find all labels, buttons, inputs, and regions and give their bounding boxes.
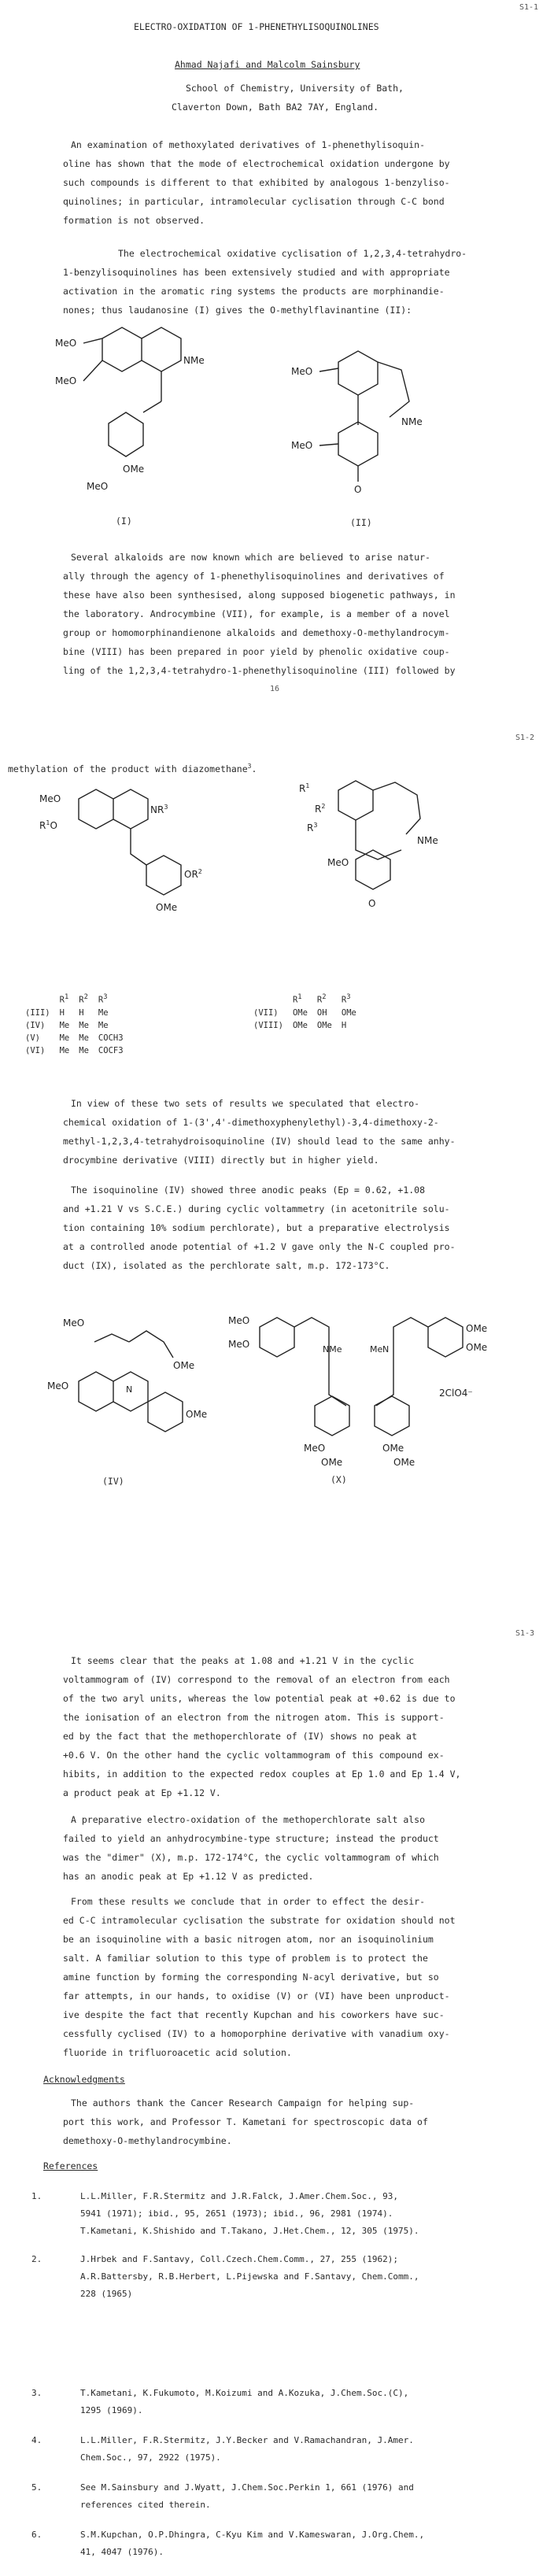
discussion-paragraph: It seems clear that the peaks at 1.08 and +1.21 V in the cyclic voltammogram of (IV) correspond to the removal of an electron from each of the two aryl units, whereas the low potential peak at +0.62 is due to the ionisation of an electron from the nitrogen atom. This is support- ed by the fact that the methoperchlorate of (IV) shows no peak at +0.6 V. On the other hand the cyclic voltammogram of this compound ex- hibits, in addition to the expected redox couples at Ep 1.0 and Ep 1.4 V, a product peak at Ep +1.12 V. bbox=[63, 1655, 461, 1798]
svg-text:MeO: MeO bbox=[228, 1339, 250, 1350]
label-compound-IV: (IV) bbox=[102, 1476, 124, 1487]
reference-item: 6. S.M.Kupchan, O.P.Dhingra, C-Kyu Kim and V.Kameswaran, J.Org.Chem., 41, 4047 (1976). bbox=[31, 2530, 425, 2557]
svg-text:NMe: NMe bbox=[417, 835, 438, 846]
structure-laudanosine bbox=[55, 315, 228, 519]
reference-item: 2. J.Hrbek and F.Santavy, Coll.Czech.Chem.Comm., 27, 255 (1962); A.R.Battersby, R.B.Herbert, L.Pijewska and F.Santavy, Chem.Comm., 228 (1965) bbox=[31, 2254, 419, 2299]
reference-item: 1. L.L.Miller, F.R.Stermitz and J.R.Falck, J.Amer.Chem.Soc., 93, 5941 (1971); ibid., 95, 2651 (1973); ibid., 96, 2981 (1974). T.Kametani, K.Shishido and T.Takano, J.Het.Chem., 12, 305 (1975). bbox=[31, 2191, 419, 2236]
svg-text:O: O bbox=[368, 898, 376, 909]
svg-text:N: N bbox=[382, 1344, 390, 1355]
svg-text:OR2: $OR^2$ bbox=[184, 868, 202, 880]
affiliation-line-1: School of Chemistry, University of Bath, bbox=[186, 83, 404, 94]
svg-text:MeO: MeO bbox=[63, 1318, 85, 1329]
svg-text:OMe: OMe bbox=[186, 1409, 208, 1420]
methoperchlorate-paragraph: A preparative electro-oxidation of the methoperchlorate salt also failed to yield an anhydrocymbine-type structure; instead the product was the "dimer" (X), m.p. 172-174°C, the cyclic voltammogram of which has an anodic peak at Ep +1.12 V as predicted. bbox=[63, 1814, 439, 1882]
svg-text:MeO: MeO bbox=[291, 440, 313, 451]
references-heading: References bbox=[43, 2160, 98, 2171]
svg-text:MeO: MeO bbox=[87, 481, 109, 492]
svg-text:OMe: OMe bbox=[393, 1457, 416, 1468]
svg-text:MeO: MeO bbox=[47, 1380, 69, 1391]
svg-text:O: O bbox=[354, 484, 362, 495]
page-corner-label: S1-3 bbox=[515, 1629, 535, 1638]
svg-text:R2: $R^2$ bbox=[315, 803, 326, 815]
svg-text:MeO: MeO bbox=[39, 793, 61, 804]
counterion-label: 2ClO4⁻ bbox=[439, 1388, 473, 1399]
svg-text:OMe: OMe bbox=[466, 1323, 488, 1334]
page-corner-label: S1-1 bbox=[519, 3, 539, 12]
svg-text:R1: $R^1$ bbox=[299, 782, 310, 794]
svg-text:MeO: MeO bbox=[228, 1315, 250, 1326]
intro-paragraph: The electrochemical oxidative cyclisation of 1,2,3,4-tetrahydro- 1-benzylisoquinolines has been extensively studied and with appropriate activation in the aromatic ring systems the products are morphinandie- nones; thus laudanosine (I) gives the O-methylflavinantine (II): bbox=[63, 248, 467, 316]
paper-title: ELECTRO-OXIDATION OF 1-PHENETHYLISOQUINOLINES bbox=[134, 21, 379, 32]
structure-compound-IV bbox=[47, 1310, 244, 1468]
table-row: (VIII) OMe OMe H bbox=[253, 1020, 347, 1030]
substituent-table-left: $R^1$ $R^2$ $R^3$ (III) H H Me (IV) Me Me Me (V) Me Me COCH3 (VI) Me Me COCF3 bbox=[24, 992, 133, 1059]
speculation-paragraph: In view of these two sets of results we speculated that electro- chemical oxidation of 1-(3',4'-dimethoxyphenylethyl)-3,4-dimethoxy-2- methyl-1,2,3,4-tetrahydroisoquinoline (IV) should lead to the same anhy- drocymbine derivative (VIII) directly but in higher yield. bbox=[63, 1098, 456, 1166]
svg-text:MeO: MeO bbox=[304, 1443, 326, 1454]
svg-text:OMe: OMe bbox=[466, 1342, 488, 1353]
reference-item: 4. L.L.Miller, F.R.Stermitz, J.Y.Becker and V.Ramachandran, J.Amer. Chem.Soc., 97, 2922 (1975). bbox=[31, 2435, 414, 2463]
svg-text:MeO: MeO bbox=[55, 375, 77, 386]
table-row: (III) H H Me bbox=[25, 1007, 109, 1018]
methylation-line: methylation of the product with diazomethane$^3$. bbox=[8, 763, 257, 774]
page-3 bbox=[0, 1629, 554, 2574]
svg-text:OMe: OMe bbox=[156, 902, 178, 913]
authors: Ahmad Najafi and Malcolm Sainsbury bbox=[175, 59, 360, 70]
label-compound-II: (II) bbox=[350, 517, 372, 528]
table-row: (IV) Me Me Me bbox=[25, 1020, 109, 1030]
reference-item: 3. T.Kametani, K.Fukumoto, M.Koizumi and A.Kozuka, J.Chem.Soc.(C), 1295 (1969). bbox=[31, 2388, 409, 2415]
svg-text:OMe: OMe bbox=[382, 1443, 404, 1454]
svg-text:MeO: MeO bbox=[291, 366, 313, 377]
svg-text:MeO: MeO bbox=[55, 338, 77, 349]
label-compound-X: (X) bbox=[331, 1474, 347, 1485]
affiliation-line-2: Claverton Down, Bath BA2 7AY, England. bbox=[172, 102, 379, 113]
alkaloid-paragraph: Several alkaloids are now known which are believed to arise natur- ally through the agency of 1-phenethylisoquinolines and derivatives of these have also been synthesised, along supposed biogenetic pathways, in the laboratory. Androcymbine (VII), for example, is a member of a novel group or homomorphinandienone alkaloids and demethoxy-O-methylandrocym- bine (VIII) has been prepared in poor yield by phenolic oxidative coup- ling of the 1,2,3,4-tetrahydro-1-phenethylisoquinoline (III) followed by bbox=[63, 552, 456, 676]
svg-text:N: N bbox=[126, 1384, 133, 1395]
page-1 bbox=[0, 0, 554, 708]
svg-text:OMe: OMe bbox=[173, 1360, 195, 1371]
substituent-table-right: $R^1$ $R^2$ $R^3$ (VII) OMe OH OMe (VIII) OMe OMe H bbox=[252, 992, 366, 1033]
svg-text:NMe: NMe bbox=[183, 355, 205, 366]
svg-text:NMe: NMe bbox=[323, 1344, 342, 1355]
table-row: (VI) Me Me COCF3 bbox=[25, 1045, 124, 1055]
svg-text:Me: Me bbox=[370, 1344, 383, 1355]
structure-androcymbine bbox=[299, 771, 488, 944]
acknowledgments-text: The authors thank the Cancer Research Campaign for helping sup- port this work, and Professor T. Kametani for spectroscopic data of demethoxy-O-methylandrocymbine. bbox=[63, 2097, 428, 2146]
page-number: 16 bbox=[270, 685, 280, 693]
structure-flavinantine bbox=[291, 346, 464, 527]
abstract: An examination of methoxylated derivatives of 1-phenethylisoquin- oline has shown that the mode of electrochemical oxidation undergone by such compounds is different to that exhibited by analogous 1-benzyliso- quinolines; in particular, intramolecular cyclisation through C-C bond formation is not observed. bbox=[63, 139, 450, 226]
acknowledgments-heading: Acknowledgments bbox=[43, 2074, 125, 2085]
svg-text:NMe: NMe bbox=[401, 416, 423, 427]
table-row: (VII) OMe OH OMe bbox=[253, 1007, 356, 1018]
svg-text:OMe: OMe bbox=[123, 464, 145, 475]
voltammetry-paragraph: The isoquinoline (IV) showed three anodic peaks (Ep = 0.62, +1.08 and +1.21 V vs S.C.E.) during cyclic voltammetry (in acetonitrile solu- tion containing 10% sodium perchlorate), but a preparative electrolysis at a controlled anode potential of +1.2 V gave only the N-C coupled pro- duct (IX), isolated as the perchlorate salt, m.p. 172-173°C. bbox=[63, 1185, 456, 1271]
reference-item: 5. See M.Sainsbury and J.Wyatt, J.Chem.Soc.Perkin 1, 661 (1976) and references cited therein. bbox=[31, 2482, 414, 2510]
svg-text:R1O: $R^1O$ bbox=[39, 819, 57, 831]
page-2 bbox=[0, 724, 554, 1606]
svg-text:MeO: MeO bbox=[327, 857, 349, 868]
table-row: (V) Me Me COCH3 bbox=[25, 1033, 124, 1043]
svg-text:R3: $R^3$ bbox=[307, 822, 318, 833]
label-compound-I: (I) bbox=[116, 516, 132, 527]
svg-text:NR3: $NR^3$ bbox=[150, 804, 168, 815]
svg-text:OMe: OMe bbox=[321, 1457, 343, 1468]
conclusion-paragraph: From these results we conclude that in order to effect the desir- ed C-C intramolecular cyclisation the substrate for oxidation should not be an isoquinoline with a basic nitrogen atom, nor an isoquinolinium salt. A familiar solution to this type of problem is to protect the amine function by forming the corresponding N-acyl derivative, but so far attempts, in our hands, to oxidise (V) or (VI) have been unproduct- ive despite the fact that recently Kupchan and his coworkers have suc- cessfully cyclised (IV) to a homoporphine derivative with vanadium oxy- fluoride in trifluoroacetic acid solution. bbox=[63, 1896, 456, 2058]
structure-phenethylisoquinoline bbox=[39, 783, 244, 988]
page-corner-label: S1-2 bbox=[515, 734, 535, 742]
structure-dimer-X bbox=[228, 1308, 512, 1481]
